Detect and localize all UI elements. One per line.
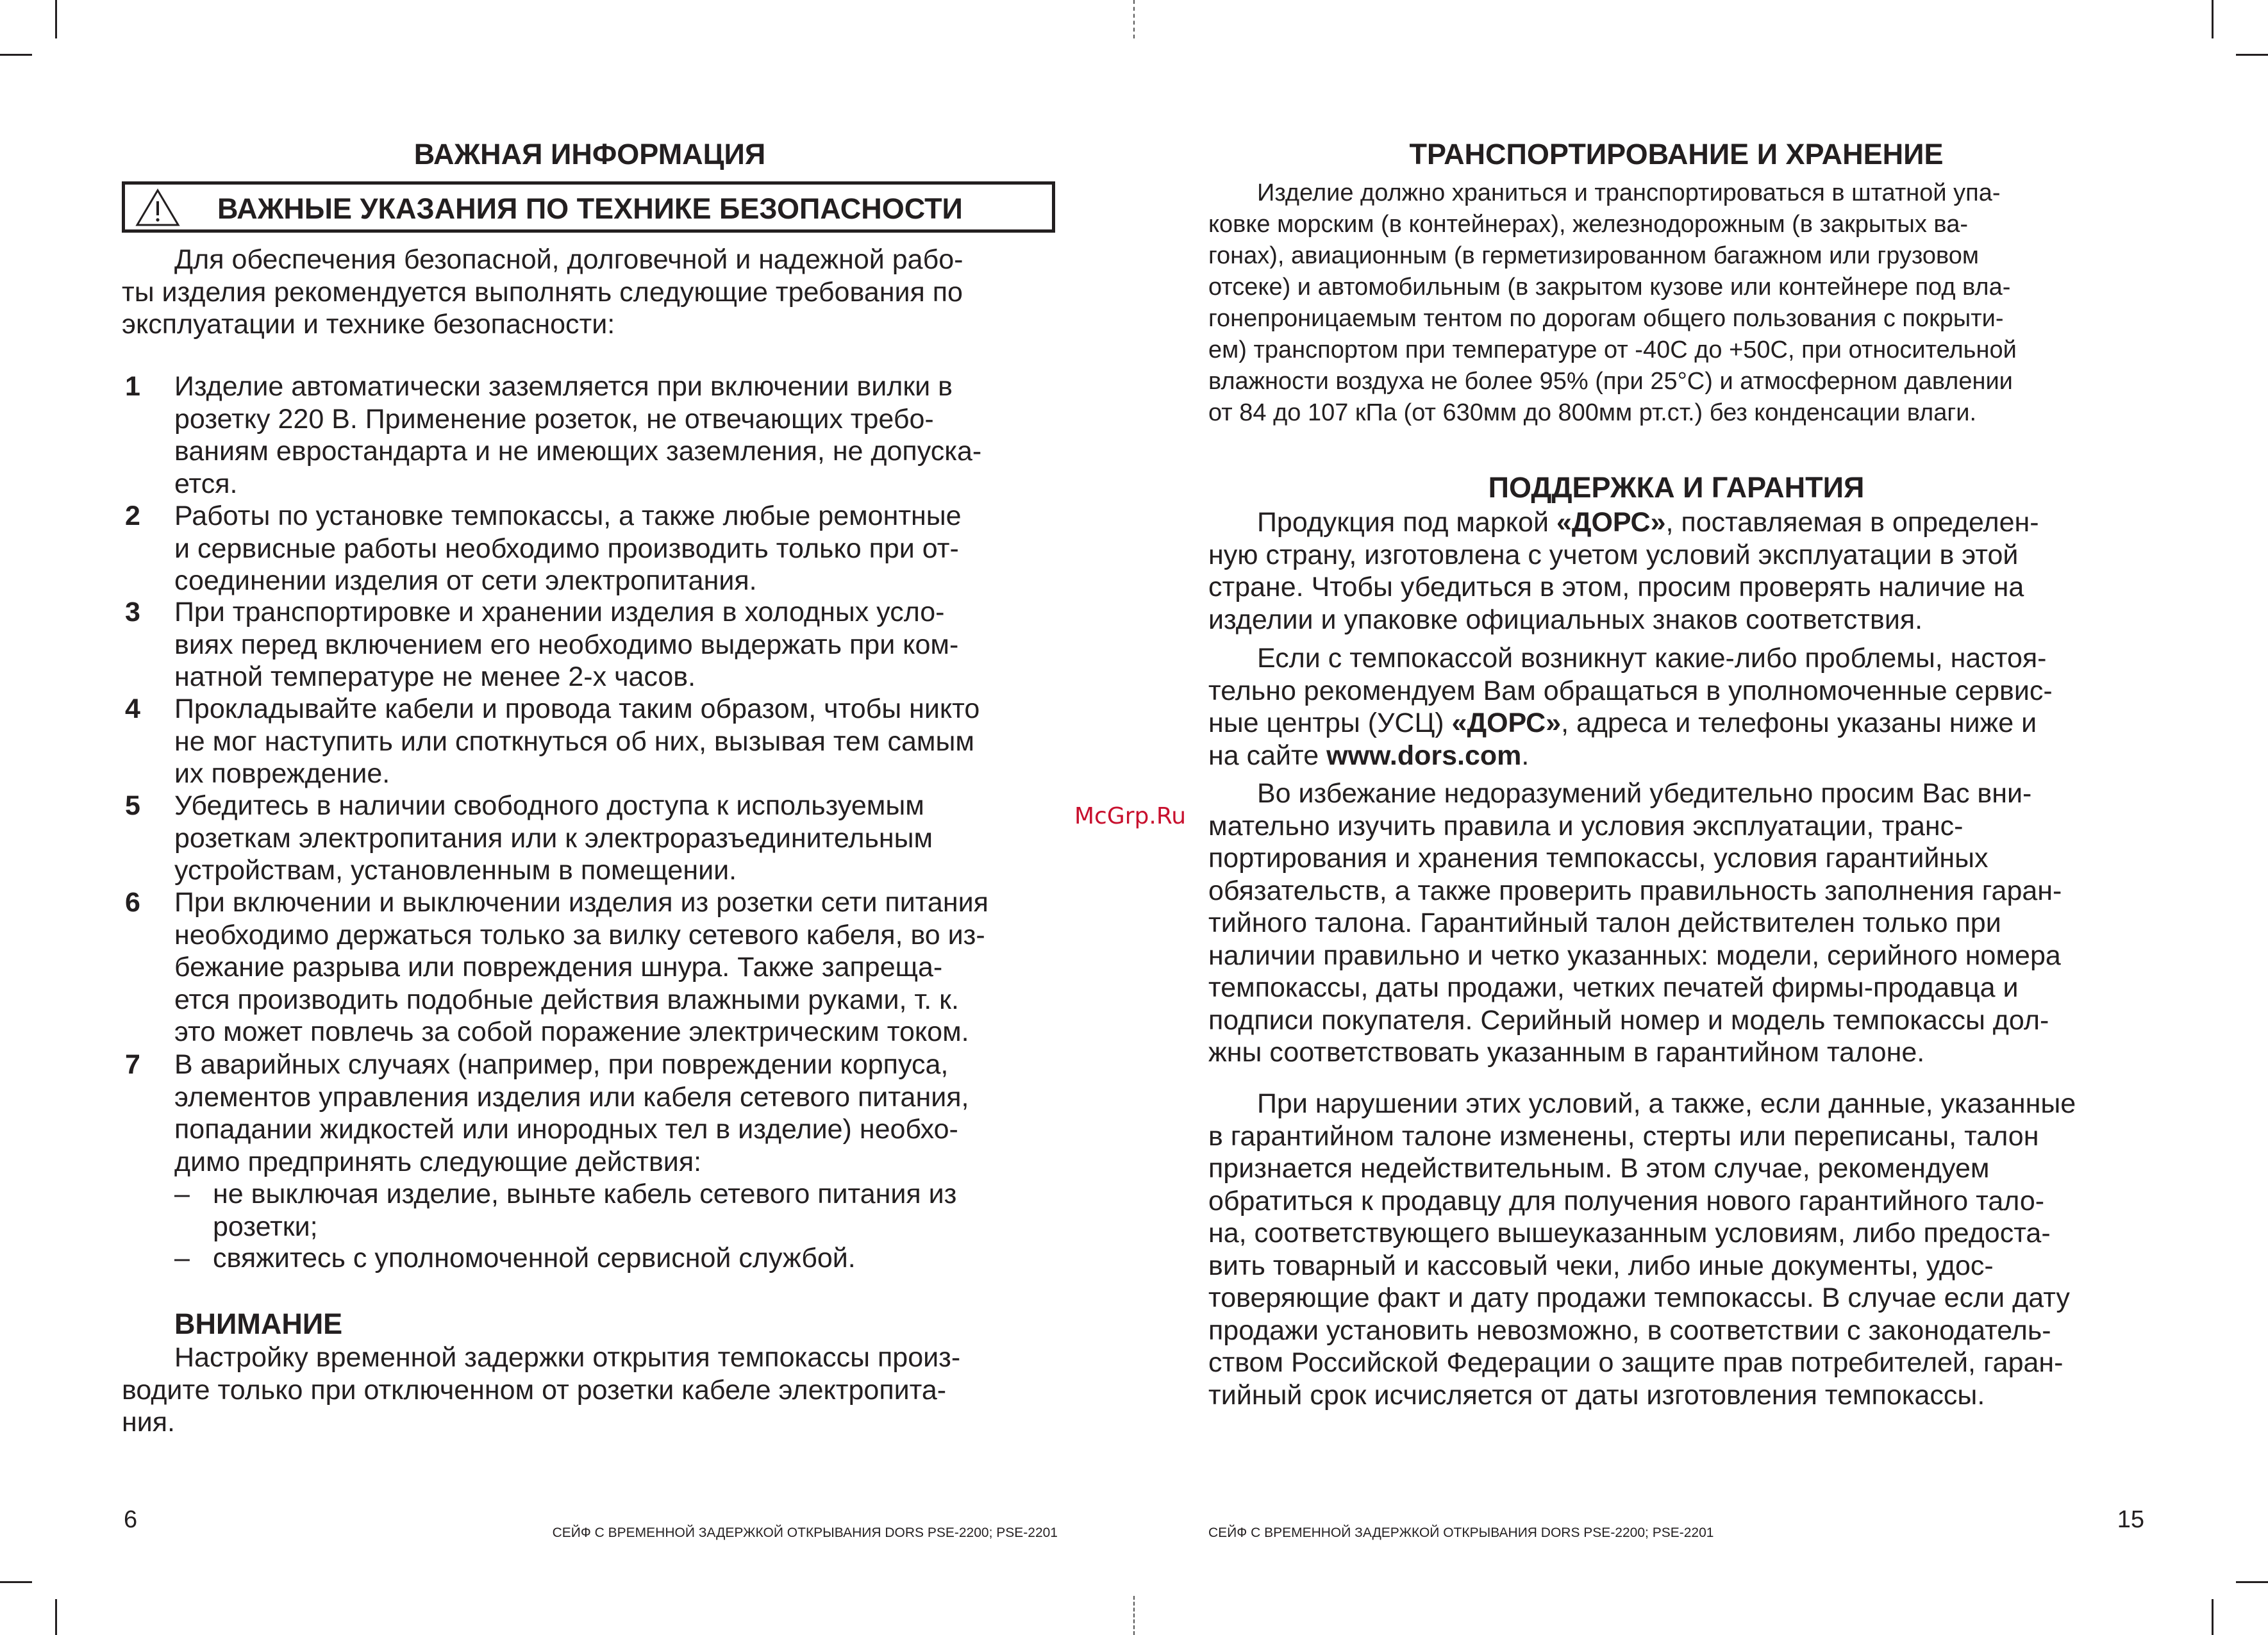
item-line: ется. [174,468,238,499]
crop-mark-tl-h [0,54,32,56]
item-number: 5 [125,790,140,821]
support-line: тийный срок исчисляется от даты изготовления темпокассы. [1208,1379,1985,1411]
support-line: на, соответствующего вышеуказанным условиям, либо предоста- [1208,1218,2051,1249]
attention-line: ния. [122,1407,175,1438]
intro-line: эксплуатации и технике безопасности: [122,309,615,340]
intro-line: Для обеспечения безопасной, долговечной и надежной рабо- [174,244,963,275]
support-line: подписи покупателя. Серийный номер и модель темпокассы дол- [1208,1004,2049,1036]
support-paragraph-3 [1208,777,2144,1069]
text-fragment: . [1521,740,1530,771]
support-line: наличии правильно и четко указанных: модели, серийного номера [1208,940,2061,971]
item-line: димо предпринять следующие действия: [174,1146,702,1177]
attention-title: ВНИМАНИЕ [174,1307,343,1340]
support-line [1208,740,2144,772]
item-line: Убедитесь в наличии свободного доступа к используемым [174,790,924,821]
safety-instructions-title: ВАЖНЫЕ УКАЗАНИЯ ПО ТЕХНИКЕ БЕЗОПАСНОСТИ [217,192,963,225]
item-line: розетку 220 В. Применение розеток, не отвечающих требо- [174,403,934,435]
item-line: Работы по установке темпокассы, а также любые ремонтные [174,501,962,531]
support-paragraph-4 [1208,1088,2144,1411]
transport-text [1208,178,2144,429]
support-line: мательно изучить правила и условия эксплуатации, транс- [1208,810,1964,842]
transport-line: гонепроницаемым тентом по дорогам общего пользования с покрыти- [1208,305,2004,332]
text-fragment: Продукция под маркой [1257,507,1556,538]
item-line: не мог наступить или споткнуться об них, вызывая тем самым [174,726,974,757]
support-line: признается недействительным. В этом случае, рекомендуем [1208,1153,1990,1184]
crop-mark-tr-h [2236,54,2268,56]
item-line: устройствам, установленным в помещении. [174,855,737,886]
support-line: тийного талона. Гарантийный талон действителен только при [1208,908,2001,938]
item-line: При включении и выключении изделия из розетки сети питания [174,887,988,918]
support-line: ством Российской Федерации о защите прав потребителей, гаран- [1208,1347,2064,1378]
item-line: розеткам электропитания или к электроразъединительным [174,822,933,854]
website-link[interactable]: www.dors.com [1326,740,1522,771]
transport-line: гонах), авиационным (в герметизированном багажном или грузовом [1208,242,1980,269]
item-line: При транспортировке и хранении изделия в холодных усло- [174,597,945,627]
item-line: элементов управления изделия или кабеля сетевого питания, [174,1081,969,1113]
transport-line: от 84 до 107 кПа (от 630мм до 800мм рт.ст.) без конденсации влаги. [1208,399,1977,426]
item-line: ваниям евростандарта и не имеющих заземления, не допуска- [174,436,982,467]
support-line: ную страну, изготовлена с учетом условий эксплуатации в этой [1208,539,2019,570]
action-line: свяжитесь с уполномоченной сервисной службой. [213,1243,856,1274]
dash-bullet: – [174,1243,190,1274]
support-line: в гарантийном талоне изменены, стерты или переписаны, талон [1208,1120,2039,1152]
support-line: При нарушении этих условий, а также, если данные, указанные [1257,1088,2076,1119]
item-number: 1 [125,371,140,402]
page-footer: СЕЙФ С ВРЕМЕННОЙ ЗАДЕРЖКОЙ ОТКРЫВАНИЯ DORS PSE-2200; PSE-2201 [552,1525,1058,1540]
support-line: тельно рекомендуем Вам обращаться в уполномоченные сервис- [1208,675,2053,706]
item-line: и сервисные работы необходимо производить только при от- [174,533,959,564]
support-line: Во избежание недоразумений убедительно просим Вас вни- [1257,778,2032,809]
support-line: вить товарный и кассовый чеки, либо иные документы, удос- [1208,1250,1994,1281]
item-line: необходимо держаться только за вилку сетевого кабеля, во из- [174,919,985,950]
support-line: продажи установить невозможно, в соответствии с законодатель- [1208,1315,2051,1346]
page-footer: СЕЙФ С ВРЕМЕННОЙ ЗАДЕРЖКОЙ ОТКРЫВАНИЯ DORS PSE-2200; PSE-2201 [1208,1525,1714,1540]
text-fragment: на сайте [1208,740,1327,771]
crop-mark-tl-v [55,0,57,38]
support-paragraph-1 [1208,506,2144,636]
support-line [1208,506,2144,539]
item-line: В аварийных случаях (например, при повреждении корпуса, [174,1049,949,1080]
item-line: натной температуре не менее 2-х часов. [174,661,696,692]
support-line [1208,707,2144,740]
item-number: 2 [125,501,140,531]
action-line: не выключая изделие, выньте кабель сетевого питания из [213,1179,957,1209]
item-line: Прокладывайте кабели и провода таким образом, чтобы никто [174,693,980,724]
item-number: 3 [125,597,140,627]
intro-line: ты изделия рекомендуется выполнять следующие требования по [122,276,963,308]
text-fragment: , поставляемая в определен- [1665,507,2039,538]
transport-line: Изделие должно храниться и транспортироваться в штатной упа- [1257,179,2001,206]
support-line: портирования и хранения темпокассы, условия гарантийных [1208,843,1989,874]
crop-mark-tr-v [2212,0,2214,38]
support-line: обратиться к продавцу для получения нового гарантийного тало- [1208,1185,2045,1216]
attention-line: Настройку временной задержки открытия темпокассы произ- [174,1342,961,1373]
text-fragment: , адреса и телефоны указаны ниже и [1561,708,2037,738]
support-line: Если с темпокассой возникнут какие-либо проблемы, настоя- [1257,643,2047,674]
safety-instructions-box [122,181,1055,233]
page-number: 6 [124,1506,138,1533]
item-line: это может повлечь за собой поражение электрическим током. [174,1017,969,1047]
item-number: 7 [125,1049,140,1080]
crop-mark-bl-h [0,1581,32,1583]
crop-mark-br-h [2236,1581,2268,1583]
safety-intro [122,244,1055,341]
action-line: розетки; [213,1211,318,1242]
support-line: обязательств, а также проверить правильность заполнения гаран- [1208,875,2062,906]
transport-line: отсеке) и автомобильным (в закрытом кузове или контейнере под вла- [1208,274,2011,301]
warning-triangle-icon [135,188,180,227]
page-number: 15 [2117,1506,2144,1533]
crop-mark-br-v [2212,1599,2214,1635]
transport-line: влажности воздуха не более 95% (при 25°С) и атмосферном давлении [1208,368,2013,395]
dash-bullet: – [174,1179,190,1209]
attention-text [122,1341,1055,1439]
text-fragment: ные центры (УСЦ) [1208,708,1452,738]
crop-mark-bl-v [55,1599,57,1635]
item-line: Изделие автоматически заземляется при включении вилки в [174,371,953,402]
brand-name: «ДОРС» [1451,708,1562,738]
transport-heading: ТРАНСПОРТИРОВАНИЕ И ХРАНЕНИЕ [1409,138,1944,170]
item-line: попадании жидкостей или инородных тел в изделие) необхо- [174,1114,958,1145]
support-line: изделии и упаковке официальных знаков соответствия. [1208,604,1923,635]
item-line: соединении изделия от сети электропитания. [174,565,757,596]
watermark: McGrp.Ru [1074,803,1187,829]
item-line: виях перед включением его необходимо выдержать при ком- [174,629,959,660]
support-line: темпокассы, даты продажи, четких печатей фирмы-продавца и [1208,972,2019,1003]
item-line: их повреждение. [174,758,390,789]
transport-line: ем) транспортом при температуре от -40С до +50С, при относительной [1208,336,2017,363]
attention-line: водите только при отключенном от розетки кабеле электропита- [122,1374,947,1406]
support-line: жны соответствовать указанным в гарантийном талоне. [1208,1037,1925,1068]
fold-mark-top [1133,0,1135,38]
transport-line: ковке морским (в контейнерах), железнодорожным (в закрытых ва- [1208,211,1968,238]
brand-name: «ДОРС» [1556,507,1666,538]
support-line: стране. Чтобы убедиться в этом, просим проверять наличие на [1208,572,2024,602]
item-number: 6 [125,887,140,918]
fold-mark-bottom [1133,1596,1135,1635]
item-number: 4 [125,693,140,724]
support-line: товеряющие факт и дату продажи темпокассы. В случае если дату [1208,1282,2070,1313]
item-line: бежание разрыва или повреждения шнура. Также запреща- [174,952,943,983]
support-paragraph-2 [1208,642,2144,772]
item-line: ется производить подобные действия влажными руками, т. к. [174,984,959,1015]
important-info-heading: ВАЖНАЯ ИНФОРМАЦИЯ [413,138,766,170]
support-heading: ПОДДЕРЖКА И ГАРАНТИЯ [1488,471,1865,504]
